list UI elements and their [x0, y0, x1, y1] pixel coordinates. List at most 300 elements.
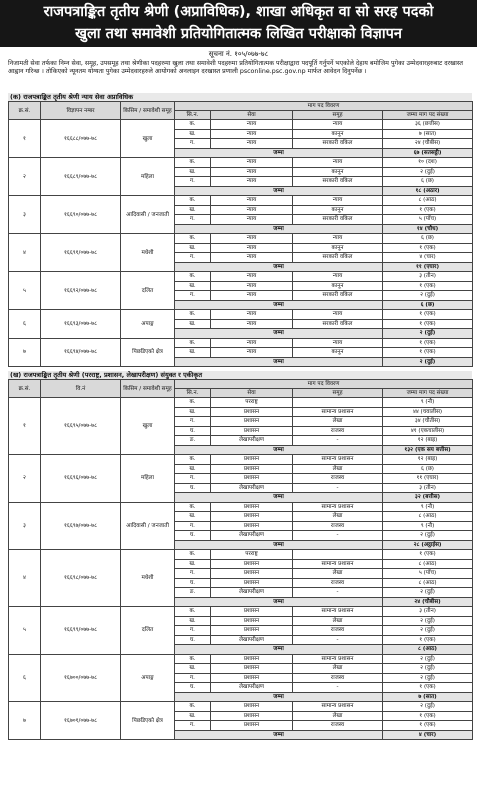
- table-row: [9, 158, 473, 168]
- sub-number: ख.: [175, 664, 211, 674]
- sub-number: क.: [175, 272, 211, 282]
- row-serial-number: ७: [9, 702, 41, 740]
- group-name: [293, 550, 383, 560]
- group-name: कानून: [293, 129, 383, 139]
- total-label: जम्मा: [175, 493, 383, 503]
- total-label: जम्मा: [175, 300, 383, 310]
- total-count: २ (दुई): [383, 357, 473, 367]
- post-count: ६ (छ): [383, 177, 473, 187]
- inclusive-group: आदिवासी / जनजाती: [121, 502, 175, 550]
- service-name: न्याय: [211, 139, 293, 149]
- sub-number: क.: [175, 455, 211, 465]
- inclusive-group: खुला: [121, 398, 175, 455]
- table-row: [9, 272, 473, 282]
- service-name: प्रशासन: [211, 455, 293, 465]
- post-count: ३ (तीन): [383, 272, 473, 282]
- advertisement-number: १६६९९/०७७-७८: [41, 607, 121, 655]
- row-serial-number: ६: [9, 310, 41, 339]
- service-name: न्याय: [211, 129, 293, 139]
- service-name: प्रशासन: [211, 654, 293, 664]
- service-name: प्रशासन: [211, 474, 293, 484]
- sub-number: क.: [175, 310, 211, 320]
- group-name: सामान्य प्रशासन: [293, 654, 383, 664]
- group-name: सरकारी वकिल: [293, 177, 383, 187]
- sub-number: ख.: [175, 281, 211, 291]
- post-count: ४१ (एकचालीस): [383, 426, 473, 436]
- service-name: न्याय: [211, 348, 293, 358]
- group-name: लेखा: [293, 512, 383, 522]
- group-name: [293, 398, 383, 408]
- section-b-heading: (ख) राजपत्राङ्कित तृतीय श्रेणी (परराष्ट्र, प्रशासन, लेखापरीक्षण) संयुक्त र एकीकृत: [8, 371, 472, 379]
- row-serial-number: १: [9, 398, 41, 455]
- sub-number: ङ.: [175, 588, 211, 598]
- inclusive-group: मधेशी: [121, 234, 175, 272]
- group-name: न्याय: [293, 234, 383, 244]
- service-name: प्रशासन: [211, 559, 293, 569]
- post-count: ८ (आठ): [383, 512, 473, 522]
- group-name: लेखा: [293, 664, 383, 674]
- post-count: १ (एक): [383, 319, 473, 329]
- total-count: ६७ (सतसट्ठी): [383, 148, 473, 158]
- col-detail-header: माग पद विवरण: [175, 380, 473, 389]
- total-count: ८ (आठ): [383, 645, 473, 655]
- total-label: जम्मा: [175, 730, 383, 740]
- sub-number: ग.: [175, 177, 211, 187]
- post-count: २ (दुई): [383, 167, 473, 177]
- row-serial-number: ७: [9, 338, 41, 367]
- total-label: जम्मा: [175, 540, 383, 550]
- sub-number: क.: [175, 654, 211, 664]
- sub-number: ग.: [175, 253, 211, 263]
- group-name: सरकारी वकिल: [293, 291, 383, 301]
- post-count: ९ (नौ): [383, 502, 473, 512]
- col-adv-header: विज्ञापन नम्बर: [41, 102, 121, 120]
- group-name: सरकारी वकिल: [293, 319, 383, 329]
- total-label: जम्मा: [175, 262, 383, 272]
- group-name: न्याय: [293, 158, 383, 168]
- sub-number: ख.: [175, 129, 211, 139]
- total-label: जम्मा: [175, 148, 383, 158]
- section-a-heading: (क) राजपत्राङ्कित तृतीय श्रेणी न्याय सेवा अप्राविधिक: [8, 93, 472, 101]
- service-name: न्याय: [211, 120, 293, 130]
- inclusive-group: मधेशी: [121, 550, 175, 607]
- advertisement-number: १६६९२/०७७-७८: [41, 272, 121, 310]
- group-name: सामान्य प्रशासन: [293, 407, 383, 417]
- post-count: २ (दुई): [383, 291, 473, 301]
- total-label: जम्मा: [175, 692, 383, 702]
- service-name: न्याय: [211, 319, 293, 329]
- inclusive-group: आदिवासी / जनजाती: [121, 196, 175, 234]
- service-name: परराष्ट्र: [211, 550, 293, 560]
- sub-number: ख.: [175, 319, 211, 329]
- service-name: न्याय: [211, 167, 293, 177]
- service-name: न्याय: [211, 215, 293, 225]
- service-name: प्रशासन: [211, 626, 293, 636]
- post-count: १ (एक): [383, 348, 473, 358]
- row-serial-number: ६: [9, 654, 41, 702]
- inclusive-group: पिछडिएको क्षेत्र: [121, 702, 175, 740]
- notice-number: सूचना नं. १०५/०७७-७८: [208, 50, 269, 58]
- sub-number: घ.: [175, 578, 211, 588]
- total-count: ४ (चार): [383, 730, 473, 740]
- row-serial-number: ४: [9, 234, 41, 272]
- total-count: ३२ (बत्तीस): [383, 493, 473, 503]
- sub-number: क.: [175, 120, 211, 130]
- post-count: ५ (पाँच): [383, 569, 473, 579]
- post-count: ९ (नौ): [383, 521, 473, 531]
- col-detail-header: माग पद विवरण: [175, 102, 473, 111]
- service-name: न्याय: [211, 272, 293, 282]
- row-serial-number: २: [9, 158, 41, 196]
- table-row: [9, 607, 473, 617]
- inclusive-group: अपाङ्ग: [121, 310, 175, 339]
- post-count: १ (एक): [383, 721, 473, 731]
- sub-number: ग.: [175, 569, 211, 579]
- group-name: न्याय: [293, 272, 383, 282]
- table-row: [9, 234, 473, 244]
- post-count: १ (एक): [383, 711, 473, 721]
- row-serial-number: ३: [9, 196, 41, 234]
- post-count: ४४ (चवालीस): [383, 407, 473, 417]
- service-name: प्रशासन: [211, 721, 293, 731]
- sub-number: घ.: [175, 635, 211, 645]
- total-count: १८ (अठार): [383, 186, 473, 196]
- total-count: १३२ (एक सय बत्तीस): [383, 445, 473, 455]
- total-count: १४ (चौध): [383, 224, 473, 234]
- advertisement-number: १६७००/०७७-७८: [41, 654, 121, 702]
- sub-number: ग.: [175, 673, 211, 683]
- sub-number: ग.: [175, 721, 211, 731]
- service-name: न्याय: [211, 158, 293, 168]
- advertisement-number: १६६९१/०७७-७८: [41, 234, 121, 272]
- post-count: २ (दुई): [383, 664, 473, 674]
- group-name: -: [293, 531, 383, 541]
- inclusive-group: महिला: [121, 455, 175, 503]
- col-samuha-header: समूह: [293, 389, 383, 398]
- post-count: १ (एक): [383, 338, 473, 348]
- post-count: १ (एक): [383, 205, 473, 215]
- service-name: लेखापरीक्षण: [211, 436, 293, 446]
- col-group-header: किसिम / समावेशी समूह: [121, 380, 175, 398]
- service-name: प्रशासन: [211, 673, 293, 683]
- advertisement-number: १६६९४/०७७-७८: [41, 338, 121, 367]
- group-name: राजस्व: [293, 721, 383, 731]
- sub-number: ख.: [175, 464, 211, 474]
- group-name: -: [293, 683, 383, 693]
- sub-number: ग.: [175, 417, 211, 427]
- sub-number: क.: [175, 502, 211, 512]
- table-row: [9, 702, 473, 712]
- service-name: न्याय: [211, 196, 293, 206]
- table-row: [9, 310, 473, 320]
- row-serial-number: ५: [9, 607, 41, 655]
- header-title-line1: राजपत्राङ्कित तृतीय श्रेणी (अप्राविधिक), शाखा अधिकृत वा सो सरह पदको: [43, 4, 434, 20]
- service-name: प्रशासन: [211, 407, 293, 417]
- service-name: प्रशासन: [211, 464, 293, 474]
- advertisement-number: १६६९५/०७७-७८: [41, 398, 121, 455]
- service-name: न्याय: [211, 291, 293, 301]
- group-name: न्याय: [293, 338, 383, 348]
- group-name: राजस्व: [293, 474, 383, 484]
- inclusive-group: दलित: [121, 607, 175, 655]
- sub-number: क.: [175, 196, 211, 206]
- post-count: ४ (चार): [383, 253, 473, 263]
- sub-number: ग.: [175, 474, 211, 484]
- group-name: लेखा: [293, 616, 383, 626]
- total-count: ११ (एघार): [383, 262, 473, 272]
- row-serial-number: ३: [9, 502, 41, 550]
- section-b-table: [8, 379, 473, 740]
- table-row: [9, 550, 473, 560]
- post-count: ६ (छ): [383, 464, 473, 474]
- total-label: जम्मा: [175, 445, 383, 455]
- sub-number: ख.: [175, 559, 211, 569]
- service-name: न्याय: [211, 177, 293, 187]
- post-count: १२ (बाह्र): [383, 455, 473, 465]
- col-sn-header: क्र.सं.: [9, 380, 41, 398]
- group-name: -: [293, 588, 383, 598]
- service-name: परराष्ट्र: [211, 398, 293, 408]
- group-name: कानून: [293, 348, 383, 358]
- group-name: न्याय: [293, 196, 383, 206]
- intro-paragraph: निजामती सेवा तर्फका निम्न सेवा, समूह, उपसमूह तथा श्रेणीका पदहरुमा खुला तथा समावेशी पदहरुमा प्रतियोगितात्मक परीक्षाद्वारा पदपूर्ति गर्नुपर्ने भएकोले देहाय बमोजिम पुगेका उम्मेदवारहरुबाट दरखास्त आह्वान गरिन्छ । तोकिएको न्यूनतम योग्यता पुगेका उम्मेदवारहरुले आयोगको अनलाइन दरखास्त प्रणाली psconline.psc.gov.np मार्फत आवेदन दिनुपर्नेछ ।: [8, 60, 463, 76]
- col-samuha-header: समूह: [293, 111, 383, 120]
- sub-number: ग.: [175, 215, 211, 225]
- post-count: ३४ (चौतीस): [383, 417, 473, 427]
- service-name: लेखापरीक्षण: [211, 531, 293, 541]
- service-name: लेखापरीक्षण: [211, 483, 293, 493]
- total-label: जम्मा: [175, 224, 383, 234]
- sub-number: ग.: [175, 626, 211, 636]
- post-count: १ (एक): [383, 310, 473, 320]
- service-name: प्रशासन: [211, 616, 293, 626]
- group-name: -: [293, 436, 383, 446]
- post-count: २४ (चौबीस): [383, 139, 473, 149]
- service-name: न्याय: [211, 243, 293, 253]
- service-name: प्रशासन: [211, 607, 293, 617]
- sub-number: ख.: [175, 167, 211, 177]
- col-group-header: किसिम / समावेशी समूह: [121, 102, 175, 120]
- total-label: जम्मा: [175, 597, 383, 607]
- col-sn-header: क्र.सं.: [9, 102, 41, 120]
- group-name: -: [293, 483, 383, 493]
- group-name: सामान्य प्रशासन: [293, 502, 383, 512]
- group-name: सामान्य प्रशासन: [293, 607, 383, 617]
- service-name: प्रशासन: [211, 664, 293, 674]
- sub-number: ग.: [175, 139, 211, 149]
- group-name: सामान्य प्रशासन: [293, 559, 383, 569]
- total-count: ६ (छ): [383, 300, 473, 310]
- total-label: जम्मा: [175, 186, 383, 196]
- post-count: २ (दुई): [383, 702, 473, 712]
- group-name: सामान्य प्रशासन: [293, 702, 383, 712]
- post-count: २ (दुई): [383, 616, 473, 626]
- service-name: प्रशासन: [211, 512, 293, 522]
- advertisement-number: १६६९८/०७७-७८: [41, 550, 121, 607]
- post-count: २ (दुई): [383, 531, 473, 541]
- total-count: २८ (अट्ठाईस): [383, 540, 473, 550]
- table-row: [9, 398, 473, 408]
- inclusive-group: महिला: [121, 158, 175, 196]
- sub-number: ख.: [175, 243, 211, 253]
- sub-number: ख.: [175, 616, 211, 626]
- post-count: २ (दुई): [383, 654, 473, 664]
- group-name: सरकारी वकिल: [293, 253, 383, 263]
- col-service-header: सेवा: [211, 389, 293, 398]
- service-name: न्याय: [211, 234, 293, 244]
- sub-number: घ.: [175, 531, 211, 541]
- sub-number: घ.: [175, 683, 211, 693]
- total-count: २४ (चौबीस): [383, 597, 473, 607]
- post-count: ३ (तीन): [383, 607, 473, 617]
- group-name: राजस्व: [293, 673, 383, 683]
- group-name: सामान्य प्रशासन: [293, 455, 383, 465]
- service-name: प्रशासन: [211, 502, 293, 512]
- inclusive-group: पिछडिएको क्षेत्र: [121, 338, 175, 367]
- inclusive-group: खुला: [121, 120, 175, 158]
- service-name: प्रशासन: [211, 569, 293, 579]
- group-name: लेखा: [293, 417, 383, 427]
- service-name: प्रशासन: [211, 578, 293, 588]
- service-name: न्याय: [211, 310, 293, 320]
- table-row: [9, 338, 473, 348]
- inclusive-group: दलित: [121, 272, 175, 310]
- post-count: ६ (छ): [383, 234, 473, 244]
- advertisement-number: १६७०१/०७७-७८: [41, 702, 121, 740]
- section-a-table: [8, 101, 473, 367]
- col-service-header: सेवा: [211, 111, 293, 120]
- post-count: १ (एक): [383, 281, 473, 291]
- total-count: २ (दुई): [383, 329, 473, 339]
- group-name: कानून: [293, 281, 383, 291]
- total-label: जम्मा: [175, 357, 383, 367]
- service-name: न्याय: [211, 281, 293, 291]
- post-count: १ (एक): [383, 550, 473, 560]
- service-name: प्रशासन: [211, 711, 293, 721]
- sub-number: ग.: [175, 521, 211, 531]
- sub-number: ङ.: [175, 436, 211, 446]
- group-name: राजस्व: [293, 578, 383, 588]
- sub-number: घ.: [175, 483, 211, 493]
- notice-header: [0, 0, 477, 47]
- group-name: -: [293, 635, 383, 645]
- group-name: राजस्व: [293, 426, 383, 436]
- advertisement-number: १६६८९/०७७-७८: [41, 158, 121, 196]
- sub-number: क.: [175, 702, 211, 712]
- advertisement-number: १६६९७/०७७-७८: [41, 502, 121, 550]
- table-row: [9, 654, 473, 664]
- sub-number: ख.: [175, 407, 211, 417]
- group-name: न्याय: [293, 310, 383, 320]
- group-name: राजस्व: [293, 626, 383, 636]
- post-count: ८ (आठ): [383, 196, 473, 206]
- service-name: लेखापरीक्षण: [211, 683, 293, 693]
- post-count: ३ (तीन): [383, 483, 473, 493]
- group-name: लेखा: [293, 711, 383, 721]
- row-serial-number: २: [9, 455, 41, 503]
- sub-number: क.: [175, 338, 211, 348]
- group-name: सरकारी वकिल: [293, 139, 383, 149]
- row-serial-number: ४: [9, 550, 41, 607]
- service-name: न्याय: [211, 205, 293, 215]
- advertisement-number: १६६८८/०७७-७८: [41, 120, 121, 158]
- service-name: प्रशासन: [211, 426, 293, 436]
- post-count: १० (दश): [383, 158, 473, 168]
- sub-number: क.: [175, 398, 211, 408]
- post-count: १२ (बाह्र): [383, 436, 473, 446]
- advertisement-number: १६६९६/०७७-७८: [41, 455, 121, 503]
- service-name: प्रशासन: [211, 521, 293, 531]
- row-serial-number: ५: [9, 272, 41, 310]
- post-count: ३६ (छत्तीस): [383, 120, 473, 130]
- col-sub-header: सि.न.: [175, 389, 211, 398]
- sub-number: क.: [175, 607, 211, 617]
- post-count: २ (दुई): [383, 626, 473, 636]
- service-name: न्याय: [211, 338, 293, 348]
- table-row: [9, 120, 473, 130]
- service-name: प्रशासन: [211, 702, 293, 712]
- post-count: १ (एक): [383, 243, 473, 253]
- post-count: ८ (आठ): [383, 559, 473, 569]
- table-row: [9, 502, 473, 512]
- post-count: ९ (नौ): [383, 398, 473, 408]
- sub-number: ख.: [175, 205, 211, 215]
- advertisement-number: १६६९०/०७७-७८: [41, 196, 121, 234]
- group-name: लेखा: [293, 569, 383, 579]
- sub-number: ख.: [175, 348, 211, 358]
- sub-number: क.: [175, 158, 211, 168]
- group-name: कानून: [293, 243, 383, 253]
- col-count-header: जम्मा माग पद संख्या: [383, 111, 473, 120]
- service-name: न्याय: [211, 253, 293, 263]
- col-adv-header: वि.नं: [41, 380, 121, 398]
- total-count: ७ (सात): [383, 692, 473, 702]
- service-name: लेखापरीक्षण: [211, 635, 293, 645]
- post-count: १ (एक): [383, 635, 473, 645]
- sub-number: क.: [175, 550, 211, 560]
- col-count-header: जम्मा माग पद संख्या: [383, 389, 473, 398]
- table-row: [9, 196, 473, 206]
- group-name: कानून: [293, 167, 383, 177]
- post-count: ८ (आठ): [383, 578, 473, 588]
- group-name: सरकारी वकिल: [293, 215, 383, 225]
- post-count: २ (दुई): [383, 673, 473, 683]
- post-count: ७ (सात): [383, 129, 473, 139]
- service-name: प्रशासन: [211, 417, 293, 427]
- post-count: ५ (पाँच): [383, 215, 473, 225]
- sub-number: ख.: [175, 512, 211, 522]
- header-title-line2: खुला तथा समावेशी प्रतियोगितात्मक लिखित परीक्षाको विज्ञापन: [75, 26, 402, 42]
- total-label: जम्मा: [175, 329, 383, 339]
- inclusive-group: अपाङ्ग: [121, 654, 175, 702]
- row-serial-number: १: [9, 120, 41, 158]
- sub-number: ग.: [175, 291, 211, 301]
- table-row: [9, 455, 473, 465]
- sub-number: घ.: [175, 426, 211, 436]
- total-label: जम्मा: [175, 645, 383, 655]
- group-name: राजस्व: [293, 521, 383, 531]
- group-name: न्याय: [293, 120, 383, 130]
- col-sub-header: सि.न.: [175, 111, 211, 120]
- group-name: कानून: [293, 205, 383, 215]
- post-count: ११ (एघार): [383, 474, 473, 484]
- service-name: लेखापरीक्षण: [211, 588, 293, 598]
- advertisement-number: १६६९३/०७७-७८: [41, 310, 121, 339]
- sub-number: ख.: [175, 711, 211, 721]
- sub-number: क.: [175, 234, 211, 244]
- post-count: २ (दुई): [383, 588, 473, 598]
- post-count: १ (एक): [383, 683, 473, 693]
